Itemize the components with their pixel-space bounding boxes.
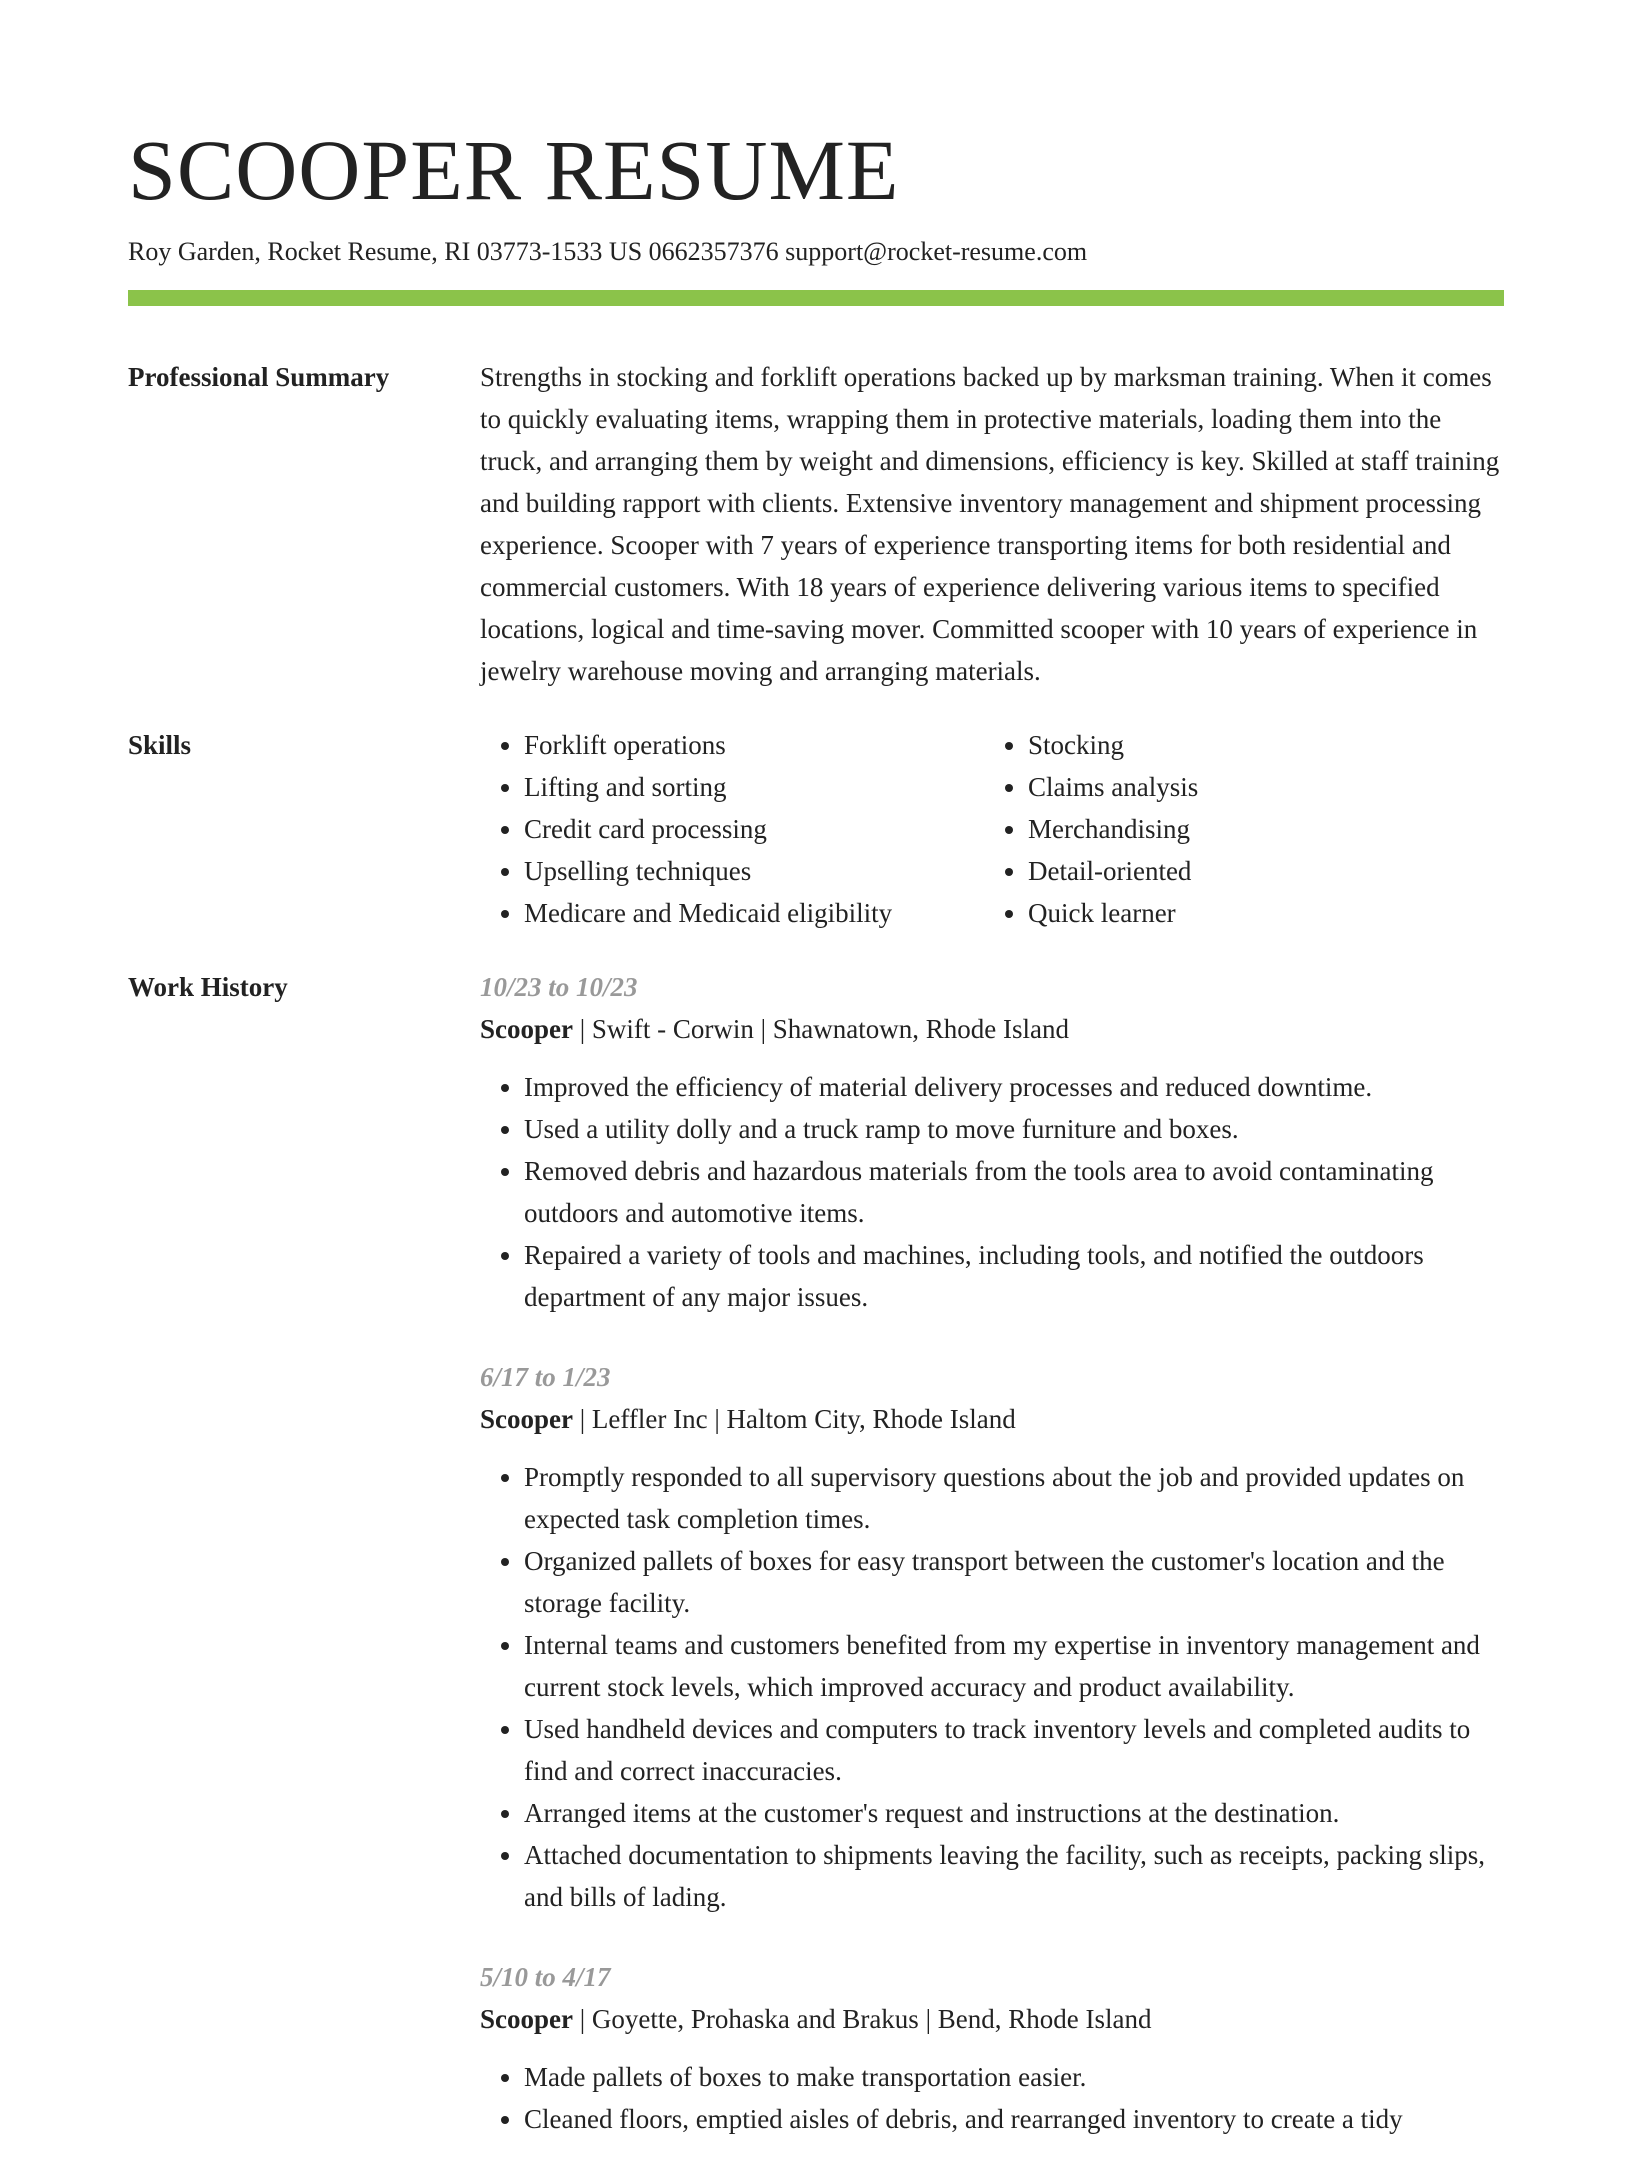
contact-line bbox=[128, 234, 1504, 270]
skill-item: • Merchandising bbox=[1028, 808, 1198, 850]
job-title: Scooper bbox=[480, 1014, 573, 1044]
job-heading bbox=[480, 1398, 1504, 1440]
job-details: | Swift - Corwin | Shawnatown, Rhode Island bbox=[572, 1014, 1070, 1044]
job-bullet: • Made pallets of boxes to make transportation easier. bbox=[524, 2056, 1504, 2098]
summary-heading: Professional Summary bbox=[128, 362, 390, 392]
job-dates: 10/23 to 10/23 bbox=[480, 972, 638, 1002]
work-history-section bbox=[128, 966, 1504, 2178]
job-bullet: • Arranged items at the customer's request and instructions at the destination. bbox=[524, 1792, 1504, 1834]
header-divider bbox=[128, 290, 1504, 306]
job-title: Scooper bbox=[480, 1404, 573, 1434]
work-history-heading: Work History bbox=[128, 972, 288, 1002]
job-bullets bbox=[480, 1066, 1504, 1318]
job-bullet: • Used a utility dolly and a truck ramp to move furniture and boxes. bbox=[524, 1108, 1504, 1150]
job-dates: 5/10 to 4/17 bbox=[480, 1962, 611, 1992]
contact-phone: 0662357376 bbox=[648, 237, 779, 266]
job-entry bbox=[480, 966, 1504, 1318]
job-heading bbox=[480, 1008, 1504, 1050]
summary-text: Strengths in stocking and forklift operations backed up by marksman training. When it comes to quickly evaluating items, wrapping them in protective materials, loading them into the truck, and arranging them by weight and dimensions, efficiency is key. Skilled at staff training and building rapport with clients. Extensive inventory management and shipment processing experience. Scooper with 7 years of experience transporting items for both residential and commercial customers. With 18 years of experience delivering various items to specified locations, logical and time-saving mover. Committed scooper with 10 years of experience in jewelry warehouse moving and arranging materials. bbox=[480, 362, 1500, 686]
job-heading bbox=[480, 1998, 1504, 2040]
skill-item: • Lifting and sorting bbox=[524, 766, 984, 808]
skill-item: • Forklift operations bbox=[524, 724, 984, 766]
job-bullets bbox=[480, 2056, 1504, 2140]
skills-list-column-1 bbox=[480, 724, 984, 934]
job-bullet: • Cleaned floors, emptied aisles of debris, and rearranged inventory to create a tidy bbox=[524, 2098, 1504, 2140]
resume-page bbox=[128, 118, 1504, 2178]
skill-item: • Quick learner bbox=[1028, 892, 1198, 934]
resume-title: SCOOPER RESUME bbox=[128, 122, 900, 218]
skills-list-column-2 bbox=[984, 724, 1198, 934]
skill-item: • Upselling techniques bbox=[524, 850, 984, 892]
job-dates: 6/17 to 1/23 bbox=[480, 1362, 611, 1392]
skills-heading: Skills bbox=[128, 730, 192, 760]
job-title: Scooper bbox=[480, 2004, 573, 2034]
skill-item: • Claims analysis bbox=[1028, 766, 1198, 808]
skill-item: • Detail-oriented bbox=[1028, 850, 1198, 892]
contact-address: Roy Garden, Rocket Resume, RI 03773-1533 US bbox=[128, 237, 643, 266]
skill-item: • Medicare and Medicaid eligibility bbox=[524, 892, 984, 934]
job-details: | Goyette, Prohaska and Brakus | Bend, Rhode Island bbox=[572, 2004, 1152, 2034]
job-bullet: • Used handheld devices and computers to track inventory levels and completed audits to find and correct inaccuracies. bbox=[524, 1708, 1504, 1792]
skills-section bbox=[128, 724, 1504, 934]
job-bullet: • Organized pallets of boxes for easy transport between the customer's location and the storage facility. bbox=[524, 1540, 1504, 1624]
job-entry bbox=[480, 1956, 1504, 2140]
job-bullet: • Internal teams and customers benefited from my expertise in inventory management and current stock levels, which improved accuracy and product availability. bbox=[524, 1624, 1504, 1708]
job-entry bbox=[480, 1356, 1504, 1918]
job-bullet: • Attached documentation to shipments leaving the facility, such as receipts, packing slips, and bills of lading. bbox=[524, 1834, 1504, 1918]
summary-section bbox=[128, 356, 1504, 692]
skill-item: • Credit card processing bbox=[524, 808, 984, 850]
skill-item: • Stocking bbox=[1028, 724, 1198, 766]
job-details: | Leffler Inc | Haltom City, Rhode Island bbox=[572, 1404, 1016, 1434]
job-bullet: • Promptly responded to all supervisory questions about the job and provided updates on expected task completion times. bbox=[524, 1456, 1504, 1540]
job-bullets bbox=[480, 1456, 1504, 1918]
job-bullet: • Removed debris and hazardous materials from the tools area to avoid contaminating outdoors and automotive items. bbox=[524, 1150, 1504, 1234]
contact-email: support@rocket-resume.com bbox=[785, 237, 1088, 266]
job-bullet: • Improved the efficiency of material delivery processes and reduced downtime. bbox=[524, 1066, 1504, 1108]
job-bullet: • Repaired a variety of tools and machines, including tools, and notified the outdoors department of any major issues. bbox=[524, 1234, 1504, 1318]
